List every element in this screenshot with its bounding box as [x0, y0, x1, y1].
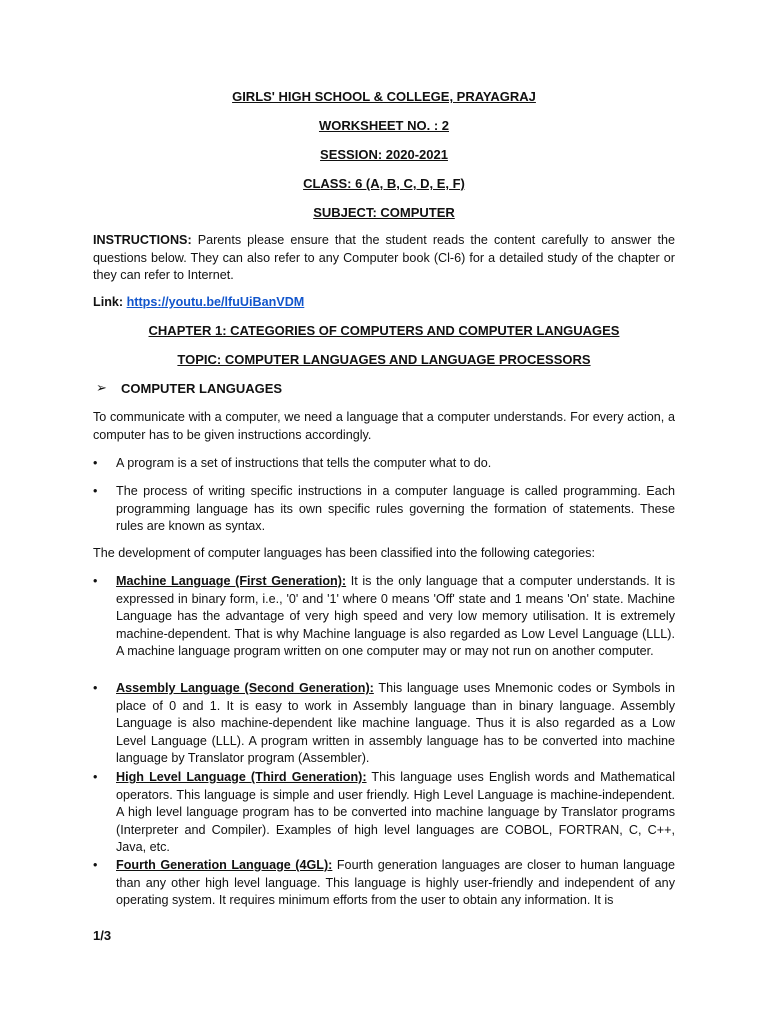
intro-paragraph: To communicate with a computer, we need a language that a computer understands. For every action, a computer has to be given instructions accordingly. [93, 410, 675, 442]
list-item: The process of writing specific instructions in a computer language is called programming. Each programming language has its own specific rules governing the formation of statements. These rules are known as syntax. [116, 484, 675, 534]
video-link[interactable]: https://youtu.be/lfuUiBanVDM [126, 295, 305, 309]
instructions [93, 232, 675, 285]
classification-paragraph: The development of computer languages has been classified into the following categories: [93, 546, 595, 560]
category-title: Fourth Generation Language (4GL): [116, 858, 333, 872]
bullet-icon: • [93, 456, 98, 470]
category-fourth-generation [116, 857, 675, 910]
class-info: CLASS: 6 (A, B, C, D, E, F) [303, 176, 465, 191]
link-label: Link: [93, 295, 124, 309]
category-title: Assembly Language (Second Generation): [116, 681, 374, 695]
school-name: GIRLS' HIGH SCHOOL & COLLEGE, PRAYAGRAJ [232, 89, 536, 104]
category-title: High Level Language (Third Generation): [116, 770, 367, 784]
bullet-icon: • [93, 770, 98, 784]
category-text: Fourth generation languages are closer to human language than any other high level language. This language is highly user-friendly and independent of any operating system. It requires minimum efforts from the user to obtain any information. It is [116, 858, 675, 908]
bullet-icon: • [93, 574, 98, 588]
instructions-text: Parents please ensure that the student reads the content carefully to answer the questions below. They can also refer to any Computer book (Cl-6) for a detailed study of the chapter or they can refer to Internet. [93, 233, 675, 283]
chapter-title: CHAPTER 1: CATEGORIES OF COMPUTERS AND COMPUTER LANGUAGES [148, 323, 620, 338]
section-heading: COMPUTER LANGUAGES [121, 381, 283, 396]
page-number: 1/3 [93, 928, 112, 943]
arrow-bullet-icon: ➢ [96, 380, 107, 395]
instructions-label: INSTRUCTIONS: [93, 233, 192, 247]
video-link-row [93, 294, 675, 312]
bullet-icon: • [93, 484, 98, 498]
list-item: A program is a set of instructions that tells the computer what to do. [116, 456, 492, 470]
category-title: Machine Language (First Generation): [116, 574, 347, 588]
worksheet-number: WORKSHEET NO. : 2 [318, 118, 449, 133]
category-text: This language uses Mnemonic codes or Symbols in place of 0 and 1. It is easy to work in Assembly language than in binary language. Assembly Language is also machine-dependent like machine language. Thus it is also regarded as a Low Level Language (LLL). A program written in assembly language has to be converted into machine language by Translator program (Assembler). [116, 681, 675, 766]
category-high-level-language [116, 769, 675, 857]
bullet-icon: • [93, 858, 98, 872]
category-assembly-language [116, 680, 675, 768]
bullet-icon: • [93, 681, 98, 695]
category-machine-language [116, 573, 675, 661]
subject: SUBJECT: COMPUTER [313, 205, 455, 220]
category-text: This language uses English words and Mathematical operators. This language is simple and user friendly. High Level Language is machine-independent. A high level language program has to be converted into machine language by Translator programs (Interpreter and Compiler). Examples of high level languages are COBOL, FORTRAN, C, C++, Java, etc. [116, 770, 675, 855]
topic-title: TOPIC: COMPUTER LANGUAGES AND LANGUAGE PROCESSORS [177, 352, 591, 367]
category-text: It is the only language that a computer understands. It is expressed in binary form, i.e., '0' and '1' where 0 means 'Off' state and 1 means 'On' state. Machine Language has the advantage of very high speed and very low memory utilisation. It is extremely machine-dependent. That is why Machine language is also regarded as Low Level Language (LLL). A machine language program written on one computer may or may not run on another computer. [116, 574, 675, 659]
session: SESSION: 2020-2021 [320, 147, 448, 162]
